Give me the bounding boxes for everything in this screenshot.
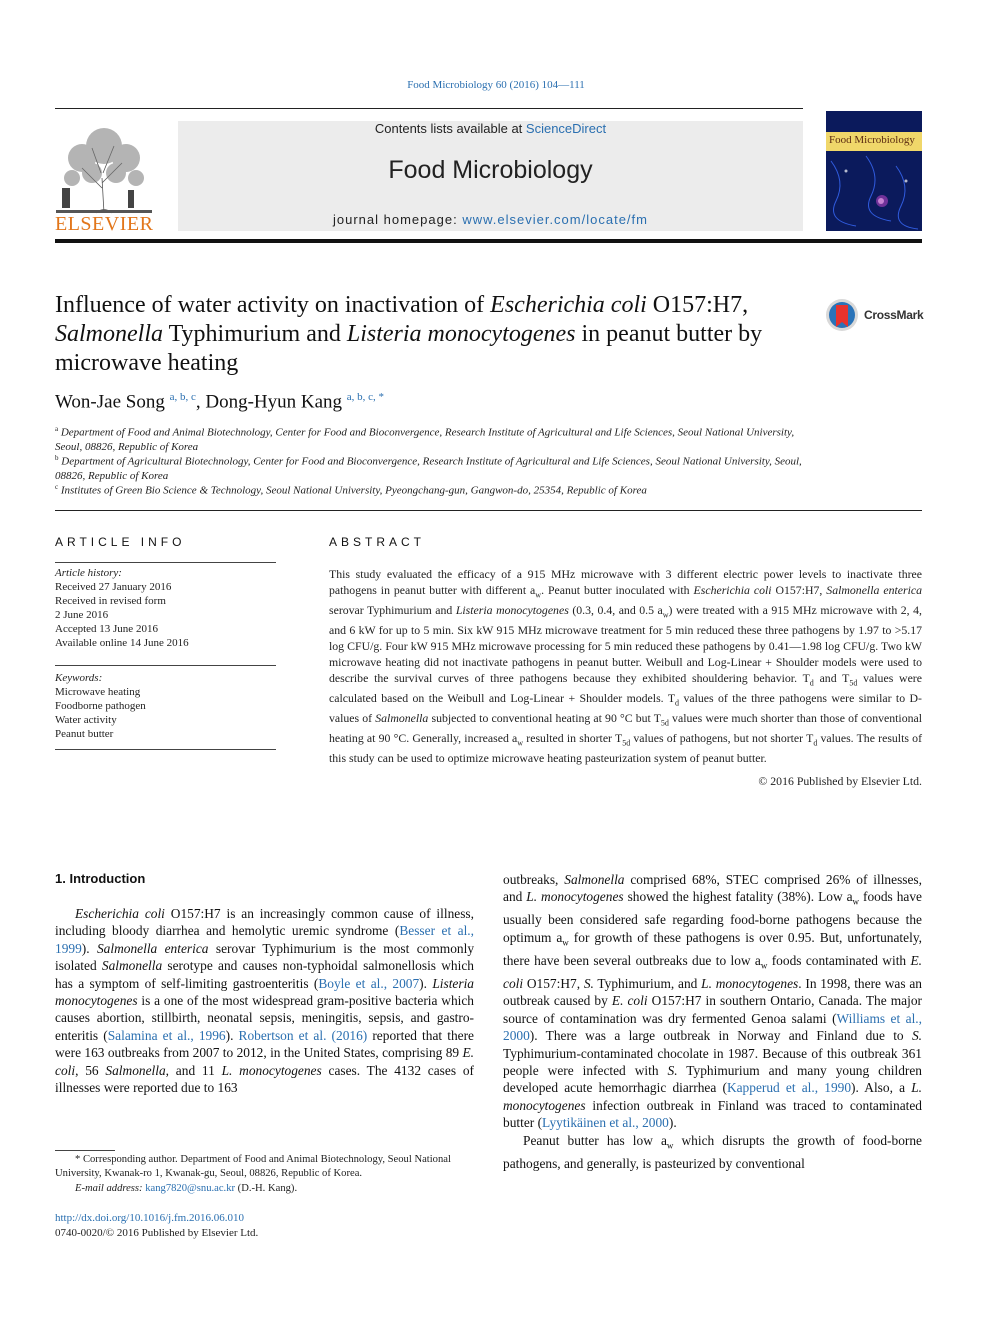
subscript: w (760, 960, 768, 971)
abstract-span: and T (813, 670, 850, 685)
subscript: 5d (849, 677, 858, 687)
citation-link[interactable]: Kapperud et al., 1990 (726, 1080, 852, 1096)
title-italic: Escherichia coli (490, 292, 647, 318)
issn-line: 0740-0020/© 2016 Published by Elsevier Ltd. (55, 1227, 259, 1239)
text-span: ). (668, 1115, 677, 1131)
italic-text: S. (667, 1063, 678, 1079)
abstract-body (329, 567, 922, 767)
history-entry: Received in revised form (55, 595, 166, 607)
italic-text: Salmonella (564, 872, 625, 887)
history-label: Article history: (55, 567, 122, 579)
text-span: which disrupts the growth of food-borne pathogens, and generally, is pasteurized by conventional (503, 1132, 922, 1171)
text-span: serotype and causes non-typhoidal salmonellosis which has a symptom of self-limiting gastroenteritis ( (55, 958, 474, 991)
italic-text: L. monocytogenes (526, 889, 624, 905)
history-entry: Accepted 13 June 2016 (55, 623, 158, 635)
affiliation-mark: a (55, 425, 59, 433)
corresponding-author-footnote (55, 1153, 475, 1181)
affiliation-mark: c (55, 483, 59, 491)
text-span: is a one of the most widespread gram-positive bacteria which causes abortion, stillbirth, neonatal sepsis, meningitis, sepsis, and gastro-enteritis ( (55, 993, 474, 1043)
author-separator: , (195, 391, 206, 413)
abstract-span: values of pathogens, but not shorter T (630, 730, 814, 745)
text-span: Peanut butter has low a (523, 1132, 667, 1148)
keyword: Peanut butter (55, 728, 114, 740)
email-label: E-mail address: (75, 1183, 146, 1194)
intro-left-column (55, 905, 474, 1096)
text-span: ). (81, 940, 97, 956)
crossmark-label[interactable]: CrossMark (864, 308, 924, 322)
italic-text: E. coli (611, 993, 648, 1009)
abstract-italic: Listeria monocytogenes (455, 602, 569, 617)
header-top-rule (55, 108, 803, 109)
text-span: . In 1998, there was an outbreak caused by (503, 976, 922, 1009)
homepage-line (178, 212, 803, 227)
keyword: Microwave heating (55, 686, 141, 698)
subscript: w (562, 937, 569, 948)
abstract-italic: Salmonella enterica (826, 582, 922, 597)
text-span: foods contaminated with (767, 952, 911, 968)
author-list (55, 391, 384, 413)
header-bottom-rule (55, 239, 922, 243)
text-span: for growth of these pathogens is over 0.95. But, unfortunately, there have been several outbreaks due to low a (503, 929, 922, 968)
text-span: outbreaks, (503, 872, 565, 887)
abstract-span: This study evaluated the efficacy of a 915 MHz microwave with 3 different electric power levels to inactivate three pathogens in peanut butter with different a (329, 567, 922, 597)
abstract-span: values. The results of this study can be used to optimize microwave heating pasteurization system of peanut butter. (329, 730, 922, 766)
text-span: cases. The 4132 cases of illnesses were reported due to 163 (55, 1062, 474, 1096)
abstract-span: values were much shorter than those of conventional heating at 90 °C. Generally, increased a (329, 710, 923, 745)
affiliation-text: Department of Food and Animal Biotechnology, Center for Food and Bioconvergence, Research Institute of Agricultural and Life Sciences, Seoul National University, Seoul, 08826, Republic of Korea (55, 426, 795, 453)
article-history (55, 566, 280, 650)
italic-text: Salmonella enterica (96, 940, 209, 956)
contents-line (178, 121, 803, 136)
info-divider (55, 749, 276, 750)
citation-link[interactable]: Lyytikäinen et al., 2000 (542, 1115, 669, 1131)
title-part: in peanut butter by microwave heating (55, 321, 763, 376)
italic-text: L. monocytogenes (221, 1062, 322, 1078)
subscript: 5d (660, 718, 669, 728)
text-span: foods have usually been considered safe regarding food-borne pathogens because the optimum a (503, 889, 922, 945)
text-span: ). Also, a (851, 1080, 912, 1096)
italic-text: S. (583, 976, 594, 992)
footnote-mark: * (75, 1154, 81, 1165)
info-divider (55, 665, 276, 666)
contents-prefix: Contents lists available at (374, 121, 526, 136)
abstract-span: O157:H7, (771, 582, 827, 597)
italic-text: S. (911, 1028, 922, 1044)
affiliation (55, 422, 805, 454)
info-divider (55, 562, 276, 563)
affiliation-mark: b (55, 454, 59, 462)
italic-text: L. monocytogenes (701, 976, 799, 992)
title-part: Influence of water activity on inactivation of (55, 292, 491, 318)
abstract-span: subjected to conventional heating at 90 °C but T (428, 710, 661, 725)
text-span: , and 11 (165, 1062, 222, 1078)
italic-text: Escherichia coli (75, 906, 165, 921)
subscript: w (662, 610, 669, 620)
text-span: comprised 68%, STEC comprised 26% of illnesses, and (503, 872, 922, 905)
section-heading-introduction: 1. Introduction (55, 871, 146, 886)
subscript: d (675, 698, 680, 708)
text-span: ). (419, 975, 433, 991)
keywords (55, 671, 280, 741)
text-span: O157:H7 in southern Ontario, Canada. The major source of contamination was dry fermented Genoa salami ( (503, 993, 922, 1026)
footnote-text: Corresponding author. Department of Food and Animal Biotechnology, Seoul National University, Kwanak-ro 1, Kwanak-gu, Seoul, 08826, Republic of Korea. (55, 1154, 451, 1179)
paragraph (55, 905, 474, 1096)
history-entry: 2 June 2016 (55, 609, 109, 621)
text-span: reported that there were 163 outbreaks from 2007 to 2012, in the United States, comprising 89 (55, 1027, 474, 1061)
abstract-italic: Salmonella (375, 710, 429, 725)
abstract-span: ) were treated with a 915 MHz microwave with 2, 4, and 6 kW for up to 5 min. Six kW 915 MHz microwave treatment for 5 min reduced these three pathogens by 1.97 to >5.17 log CFU/g. Four kW 915 MHz microwave processing for 5 min reduced these pathogens by 0.41—1.98 log CFU/g. Two kW microwave heating did not inactivate pathogens in peanut butter. Weibull and Log-Linear + Shoulder models were used to describe the survival curves of three pathogens because they exhibited shouldering behavior. T (329, 602, 922, 685)
author-name[interactable]: Won-Jae Song (55, 391, 165, 413)
text-span: O157:H7 is an increasingly common cause of illness, including bloody diarrhea and hemolytic uremic syndrome ( (55, 906, 474, 939)
text-span: ). (225, 1027, 239, 1043)
journal-name: Food Microbiology (388, 156, 593, 184)
subscript: d (809, 677, 814, 687)
title-italic: Salmonella (55, 321, 163, 347)
doi-link[interactable]: http://dx.doi.org/10.1016/j.fm.2016.06.010 (55, 1212, 244, 1224)
text-span: Typhimurium-contaminated chocolate in 1987. Because of this outbreak 361 people were infected with (503, 1045, 922, 1079)
italic-text: Listeria monocytogenes (55, 975, 474, 1009)
citation-link[interactable]: Williams et al., 2000 (503, 1010, 922, 1044)
footnote-rule (55, 1150, 115, 1151)
subscript: w (852, 897, 860, 908)
homepage-prefix: journal homepage: (333, 212, 463, 227)
footnote-text: (D.-H. Kang). (235, 1183, 298, 1194)
abstract-span: values were calculated based on the Weibull and Log-Linear + Shoulder models. T (329, 670, 922, 705)
citation-link[interactable]: Robertson et al. (2016) (238, 1027, 368, 1043)
author-affiliation-marks[interactable]: a, b, c (169, 391, 196, 403)
citation-link[interactable]: Boyle et al., 2007 (318, 975, 420, 991)
abstract-span: (0.3, 0.4, and 0.5 a (568, 602, 663, 617)
sciencedirect-link[interactable]: ScienceDirect (525, 121, 607, 136)
title-part: O157:H7, (646, 292, 749, 318)
intro-right-column (503, 871, 922, 1172)
journal-cover-image[interactable] (826, 111, 922, 231)
keyword: Foodborne pathogen (55, 700, 146, 712)
italic-text: Salmonella (105, 1062, 166, 1078)
abstract-span: . Peanut butter inoculated with (541, 582, 694, 597)
abstract-heading: ABSTRACT (329, 535, 426, 549)
subscript: w (517, 738, 524, 748)
citation-link[interactable]: Salamina et al., 1996 (107, 1027, 226, 1043)
email-footnote (75, 1182, 495, 1196)
affiliation (55, 480, 805, 498)
cover-title: Food Microbiology (829, 134, 915, 146)
author-affiliation-marks[interactable]: a, b, c, * (346, 391, 385, 403)
paragraph (503, 871, 922, 1132)
section-divider (55, 510, 922, 511)
abstract-italic: Escherichia coli (693, 582, 772, 597)
history-entry: Received 27 January 2016 (55, 581, 172, 593)
subscript: w (666, 1140, 674, 1151)
text-span: , 56 (75, 1062, 106, 1078)
email-link[interactable]: kang7820@snu.ac.kr (145, 1183, 236, 1194)
elsevier-wordmark: ELSEVIER (55, 213, 154, 235)
article-title (55, 291, 805, 378)
subscript: d (813, 738, 818, 748)
subscript: w (535, 590, 542, 600)
abstract-span: values of the three pathogens were similar to D-values of (329, 690, 922, 725)
italic-text: Salmonella (101, 958, 163, 974)
affiliation (55, 451, 805, 483)
affiliation-text: Institutes of Green Bio Science & Technology, Seoul National University, Pyeongchang-gun, Gangwon-do, 25354, Republic of Korea (60, 484, 647, 497)
text-span: infection outbreak in Finland was traced to contaminated butter ( (503, 1097, 922, 1131)
text-span: O157:H7, (523, 976, 584, 992)
cover-microscopy-icon (826, 151, 922, 231)
abstract-span: resulted in shorter T (523, 730, 623, 745)
text-span: showed the highest fatality (38%). Low a (623, 889, 853, 905)
title-part: Typhimurium and (163, 321, 347, 347)
history-entry: Available online 14 June 2016 (55, 637, 189, 649)
affiliation-text: Department of Agricultural Biotechnology, Center for Food and Bioconvergence, Research Institute of Agricultural and Life Sciences, Seoul National University, Seoul, 08826, Republic of Korea (55, 455, 802, 482)
text-span: Typhimurium and many young children developed acute hemorrhagic diarrhea ( (503, 1063, 923, 1096)
title-italic: Listeria monocytogenes (346, 321, 576, 347)
italic-text: L. monocytogenes (503, 1080, 922, 1113)
homepage-link[interactable]: www.elsevier.com/locate/fm (462, 212, 648, 227)
article-info-heading: ARTICLE INFO (55, 535, 186, 549)
abstract-copyright: © 2016 Published by Elsevier Ltd. (758, 774, 922, 788)
subscript: 5d (622, 738, 631, 748)
italic-text: E. coli (503, 952, 922, 992)
text-span: Typhimurium, and (593, 976, 702, 992)
author-name[interactable]: Dong-Hyun Kang (205, 391, 343, 413)
running-head[interactable]: Food Microbiology 60 (2016) 104—111 (407, 79, 585, 91)
keywords-label: Keywords: (55, 672, 103, 684)
abstract-span: serovar Typhimurium and (329, 602, 456, 617)
italic-text: E. coli (55, 1045, 474, 1078)
text-span: serovar Typhimurium is the most commonly isolated (55, 940, 475, 974)
citation-link[interactable]: Besser et al., 1999 (55, 923, 475, 956)
paragraph (503, 1132, 922, 1172)
text-span: ). There was a large outbreak in Norway and Finland due to (529, 1028, 912, 1044)
keyword: Water activity (55, 714, 117, 726)
